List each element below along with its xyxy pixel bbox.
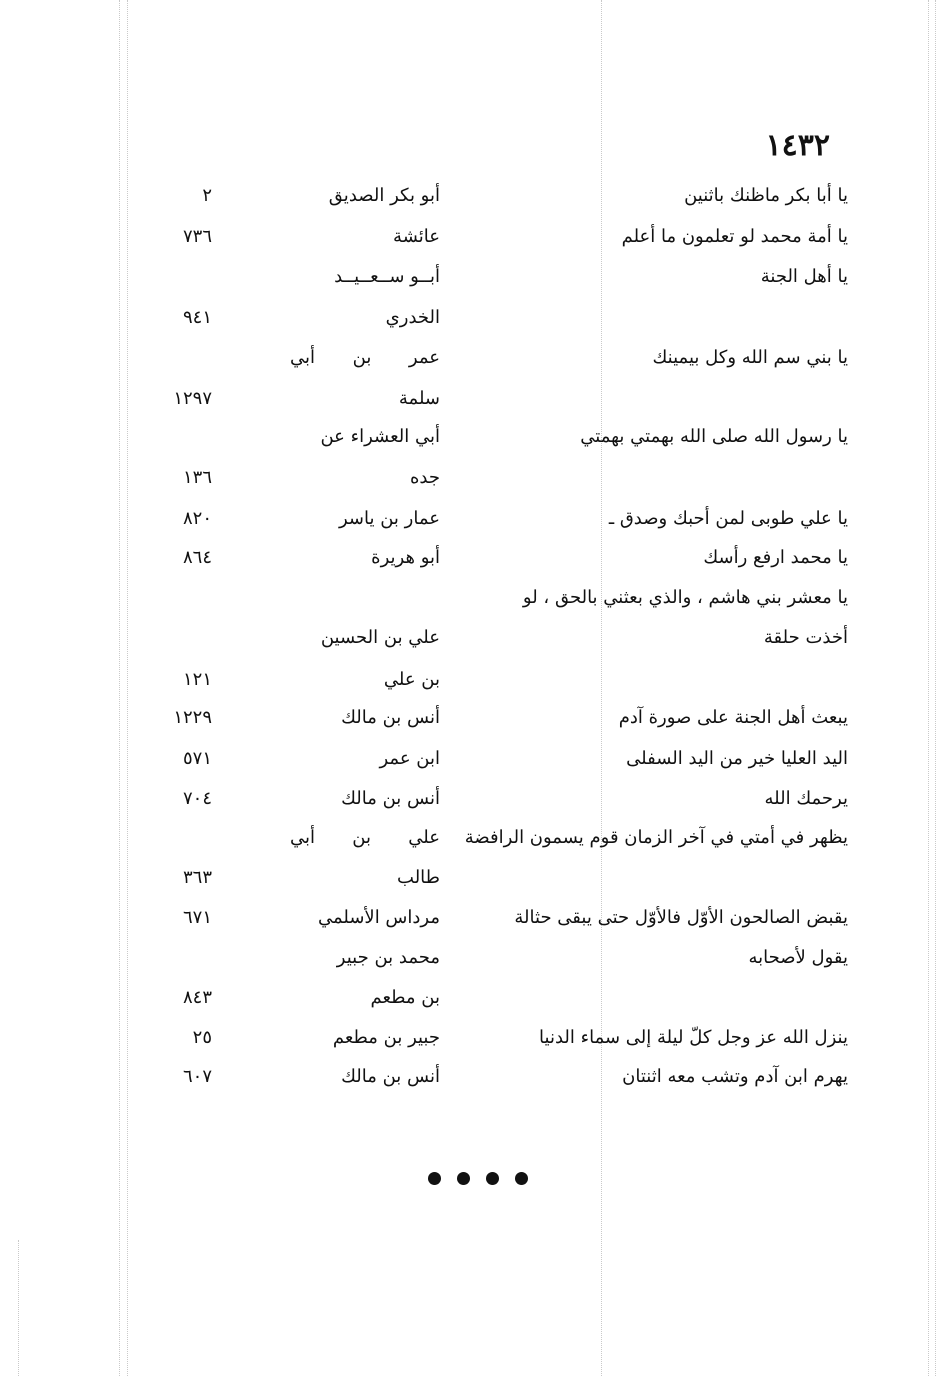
- hadith-number: ٢: [202, 185, 212, 206]
- narrator-name: أنس بن مالك: [341, 707, 440, 728]
- narrator-name: ابن عمر: [379, 748, 440, 769]
- hadith-text: يظهر في أمتي في آخر الزمان قوم يسمون الرافضة: [464, 827, 848, 848]
- scan-dotted-line: [18, 1240, 19, 1376]
- narrator-name: عمار بن ياسر: [339, 508, 440, 529]
- narrator-name: أنس بن مالك: [341, 788, 440, 809]
- hadith-number: ١٢٩٧: [173, 388, 212, 409]
- narrator-name: عائشة: [393, 226, 440, 247]
- narrator-name: أبي العشراء عن: [320, 426, 440, 447]
- hadith-text: يا محمد ارفع رأسك: [703, 547, 848, 568]
- hadith-number: ٩٤١: [182, 307, 212, 328]
- hadith-number: ١٣٦: [182, 467, 212, 488]
- ornament-dot: [428, 1172, 441, 1185]
- hadith-text: يرحمك الله: [764, 788, 848, 809]
- hadith-text: يقبض الصالحون الأوّل فالأوّل حتى يبقى حثالة: [514, 907, 848, 928]
- narrator-name: بن مطعم: [370, 987, 440, 1008]
- hadith-number: ٥٧١: [182, 748, 212, 769]
- scan-dotted-line: [935, 0, 936, 1376]
- hadith-text: يا معشر بني هاشم ، والذي بعثني بالحق ، لو: [522, 587, 848, 608]
- narrator-name: علي بن الحسين: [320, 627, 440, 648]
- narrator-name: مرداس الأسلمي: [317, 907, 440, 928]
- hadith-text: يقول لأصحابه: [748, 947, 848, 968]
- narrator-name: علي بن أبي: [290, 827, 440, 848]
- hadith-text: اليد العليا خير من اليد السفلى: [626, 748, 848, 769]
- hadith-text: يا علي طوبى لمن أحبك وصدق ـ: [608, 508, 848, 529]
- ornament-dot: [486, 1172, 499, 1185]
- hadith-text: يا رسول الله صلى الله بهمتي بهمتي: [580, 426, 848, 447]
- hadith-number: ٢٥: [192, 1027, 212, 1048]
- ornament-dot: [515, 1172, 528, 1185]
- narrator-name: جبير بن مطعم: [332, 1027, 440, 1048]
- scan-dotted-line: [928, 0, 929, 1376]
- hadith-text: يهرم ابن آدم وتشب معه اثنتان: [622, 1066, 848, 1087]
- hadith-number: ٧٠٤: [182, 788, 212, 809]
- hadith-text: يا أهل الجنة: [760, 266, 848, 287]
- narrator-name: بن علي: [383, 669, 440, 690]
- narrator-name: محمد بن جبير: [336, 947, 440, 968]
- page-number: ١٤٣٢: [765, 128, 830, 163]
- scan-dotted-line: [119, 0, 120, 1376]
- hadith-number: ٦٠٧: [182, 1066, 212, 1087]
- hadith-number: ١٢١: [182, 669, 212, 690]
- narrator-name: الخدري: [385, 307, 440, 328]
- narrator-name: طالب: [397, 867, 440, 888]
- hadith-text: ينزل الله عز وجل كلّ ليلة إلى سماء الدنيا: [539, 1027, 848, 1048]
- narrator-name: أبو هريرة: [371, 547, 440, 568]
- narrator-name: أنس بن مالك: [341, 1066, 440, 1087]
- end-ornament: [428, 1170, 528, 1186]
- narrator-name: جده: [409, 467, 440, 488]
- hadith-number: ٧٣٦: [182, 226, 212, 247]
- narrator-name: سلمة: [398, 388, 440, 409]
- hadith-number: ٨٢٠: [182, 508, 212, 529]
- scan-dotted-line: [127, 0, 128, 1376]
- hadith-number: ٨٤٣: [182, 987, 212, 1008]
- hadith-text: يبعث أهل الجنة على صورة آدم: [618, 707, 848, 728]
- hadith-text: يا أبا بكر ماظنك باثنين: [684, 185, 848, 206]
- hadith-text: يا أمة محمد لو تعلمون ما أعلم: [621, 226, 848, 247]
- hadith-text: أخذت حلقة: [763, 627, 848, 648]
- ornament-dot: [457, 1172, 470, 1185]
- narrator-name: أبــو ســعــيــد: [334, 266, 440, 287]
- narrator-name: عمر بن أبي: [290, 347, 440, 368]
- hadith-number: ٨٦٤: [182, 547, 212, 568]
- hadith-number: ١٢٢٩: [173, 707, 212, 728]
- hadith-number: ٣٦٣: [182, 867, 212, 888]
- hadith-text: يا بني سم الله وكل بيمينك: [652, 347, 848, 368]
- narrator-name: أبو بكر الصديق: [328, 185, 440, 206]
- hadith-number: ٦٧١: [182, 907, 212, 928]
